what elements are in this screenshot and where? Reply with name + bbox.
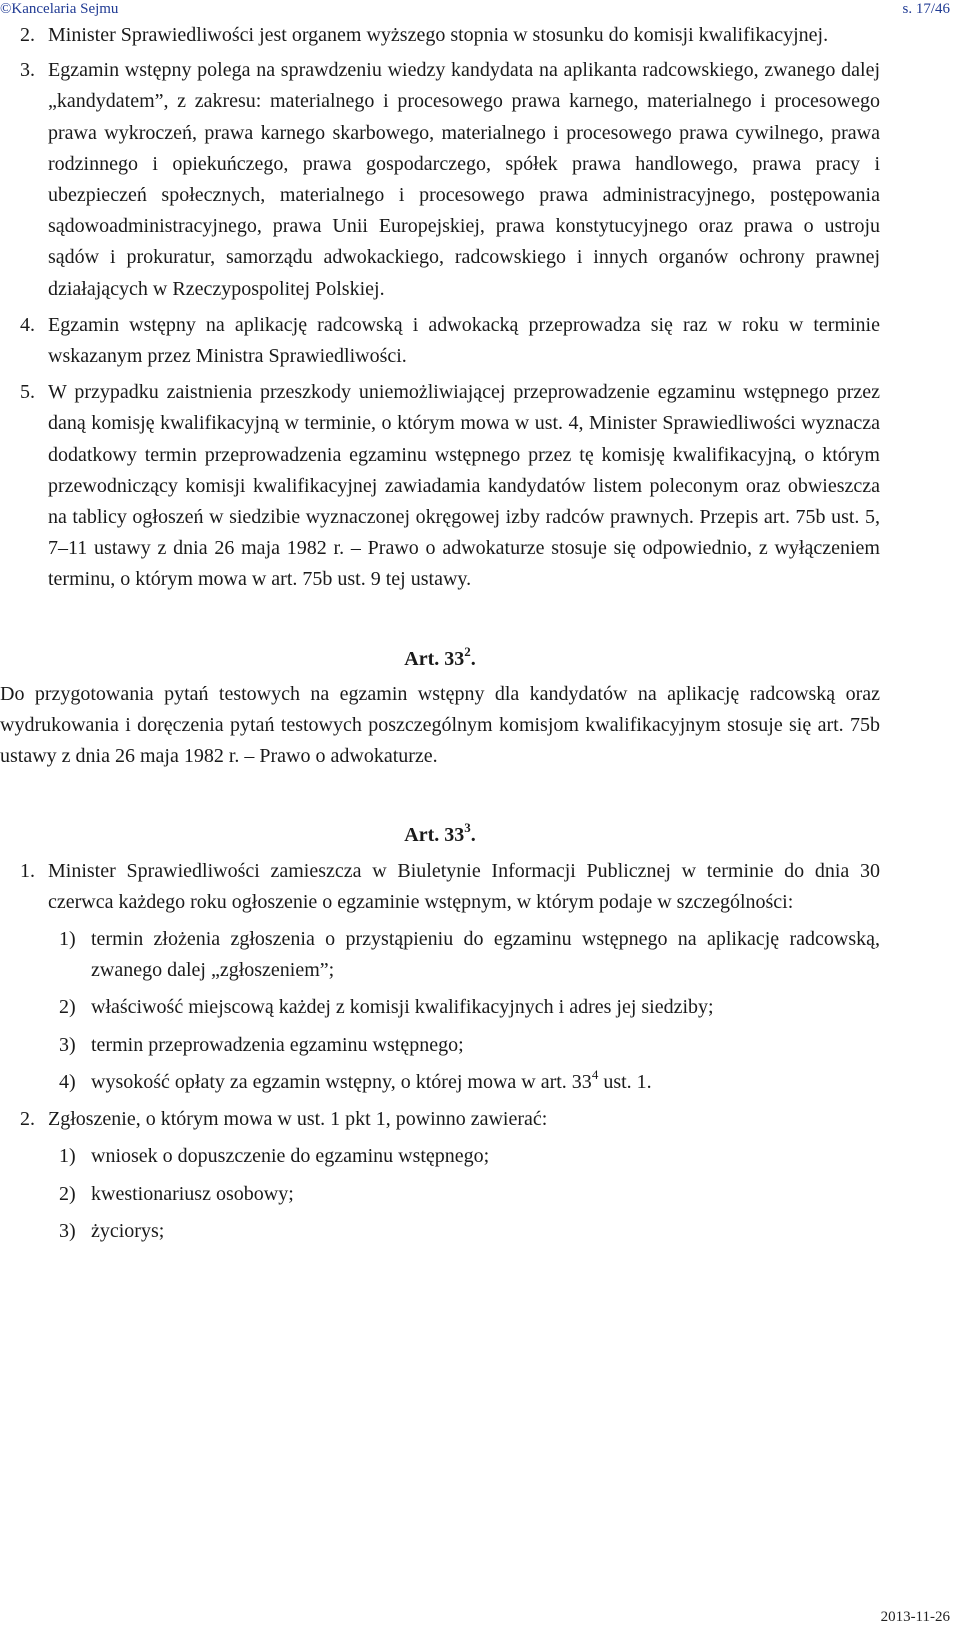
list-item	[0, 992, 880, 1023]
list-item-text: kwestionariusz osobowy;	[91, 1182, 294, 1205]
article-heading-33-3	[0, 820, 880, 851]
paragraph-text: Egzamin wstępny na aplikację radcowską i adwokacką przeprowadza się raz w roku w terminie wskazanym przez Ministra Sprawiedliwości.	[48, 313, 880, 368]
document-body	[0, 20, 880, 1247]
article-superscript: 3	[464, 820, 471, 836]
paragraph-text: Minister Sprawiedliwości jest organem wyższego stopnia w stosunku do komisji kwalifikacyjnej.	[48, 24, 829, 46]
list-item-number: 2)	[59, 1182, 76, 1205]
article-title: Art. 33	[404, 647, 465, 670]
list-item-text: wysokość opłaty za egzamin wstępny, o której mowa w art. 33	[91, 1070, 592, 1093]
list-item-tail: ust. 1.	[598, 1070, 652, 1093]
list-item-number: 2)	[59, 996, 76, 1019]
article-reference-superscript: 4	[591, 1066, 599, 1082]
paragraph-3	[0, 55, 880, 305]
paragraph-5	[0, 377, 880, 595]
article-dot: .	[470, 647, 476, 670]
list-item	[0, 924, 880, 986]
paragraph-2	[0, 20, 880, 51]
article-33-3-paragraph-1	[0, 856, 880, 918]
list-item-number: 4)	[59, 1070, 76, 1093]
list-item-number: 3)	[59, 1219, 76, 1242]
list-item-text: termin złożenia zgłoszenia o przystąpieniu do egzaminu wstępnego na aplikację radcowską, zwanego dalej „zgłoszeniem”;	[91, 928, 880, 982]
list-item	[0, 1030, 880, 1061]
list-item	[0, 1179, 880, 1210]
header-copyright: ©Kancelaria Sejmu	[0, 1, 119, 17]
paragraph-text: Minister Sprawiedliwości zamieszcza w Biuletynie Informacji Publicznej w terminie do dnia 30 czerwca każdego roku ogłoszenie o egzaminie wstępnym, w którym podaje w szczególności:	[48, 859, 880, 913]
paragraph-number: 4.	[20, 313, 35, 336]
paragraph-number: 2.	[20, 24, 35, 46]
article-superscript: 2	[464, 643, 471, 659]
paragraph-number: 2.	[20, 1108, 35, 1131]
article-33-3-paragraph-2	[0, 1104, 880, 1135]
paragraph-text: Zgłoszenie, o którym mowa w ust. 1 pkt 1, powinno zawierać:	[48, 1108, 548, 1131]
paragraph-number: 3.	[20, 59, 35, 82]
paragraph-4	[0, 310, 880, 372]
list-item	[0, 1141, 880, 1172]
footer-date: 2013-11-26	[880, 1609, 950, 1625]
article-dot: .	[470, 824, 476, 847]
header-page-number: s. 17/46	[902, 1, 950, 17]
list-item-number: 1)	[59, 1145, 76, 1168]
article-title: Art. 33	[404, 824, 465, 847]
list-item-text: właściwość miejscową każdej z komisji kwalifikacyjnych i adres jej siedziby;	[91, 996, 714, 1019]
list-item-number: 3)	[59, 1033, 76, 1056]
article-heading-33-2	[0, 644, 880, 675]
list-item-text: termin przeprowadzenia egzaminu wstępnego;	[91, 1033, 464, 1056]
paragraph-number: 5.	[20, 381, 35, 404]
list-item-number: 1)	[59, 928, 76, 951]
paragraph-text: Egzamin wstępny polega na sprawdzeniu wiedzy kandydata na aplikanta radcowskiego, zwanego dalej „kandydatem”, z zakresu: materialnego i procesowego prawa karnego, materialnego i procesowego prawa wykroczeń, prawa karnego skarbowego, materialnego i procesowego prawa cywilnego, prawa rodzinnego i opiekuńczego, prawa gospodarczego, spółek prawa handlowego, prawa pracy i ubezpieczeń społecznych, materialnego i procesowego prawa administracyjnego, postępowania sądowoadministracyjnego, prawa Unii Europejskiej, prawa konstytucyjnego oraz prawa o ustroju sądów i prokuratur, samorządu adwokackiego, radcowskiego i innych organów ochrony prawnej działających w Rzeczypospolitej Polskiej.	[48, 59, 880, 300]
list-item	[0, 1216, 880, 1247]
list-item	[0, 1067, 880, 1098]
article-33-2-text: Do przygotowania pytań testowych na egzamin wstępny dla kandydatów na aplikację radcowską oraz wydrukowania i doręczenia pytań testowych poszczególnym komisjom kwalifikacyjnym stosuje się art. 75b ustawy z dnia 26 maja 1982 r. – Prawo o adwokaturze.	[0, 682, 880, 768]
paragraph-number: 1.	[20, 859, 35, 882]
list-item-text: wniosek o dopuszczenie do egzaminu wstępnego;	[91, 1145, 490, 1168]
list-item-text: życiorys;	[91, 1219, 165, 1242]
paragraph-text: W przypadku zaistnienia przeszkody uniemożliwiającej przeprowadzenie egzaminu wstępnego przez daną komisję kwalifikacyjną w terminie, o którym mowa w ust. 4, Minister Sprawiedliwości wyznacza dodatkowy termin przeprowadzenia egzaminu wstępnego przez tę komisję kwalifikacyjną, o którym przewodniczący komisji kwalifikacyjnej zawiadamia kandydatów listem poleconym oraz obwieszcza na tablicy ogłoszeń w siedzibie wyznaczonej okręgowej izby radców prawnych. Przepis art. 75b ust. 5, 7–11 ustawy z dnia 26 maja 1982 r. – Prawo o adwokaturze stosuje się odpowiednio, z wyłączeniem terminu, o którym mowa w art. 75b ust. 9 tej ustawy.	[48, 381, 880, 591]
